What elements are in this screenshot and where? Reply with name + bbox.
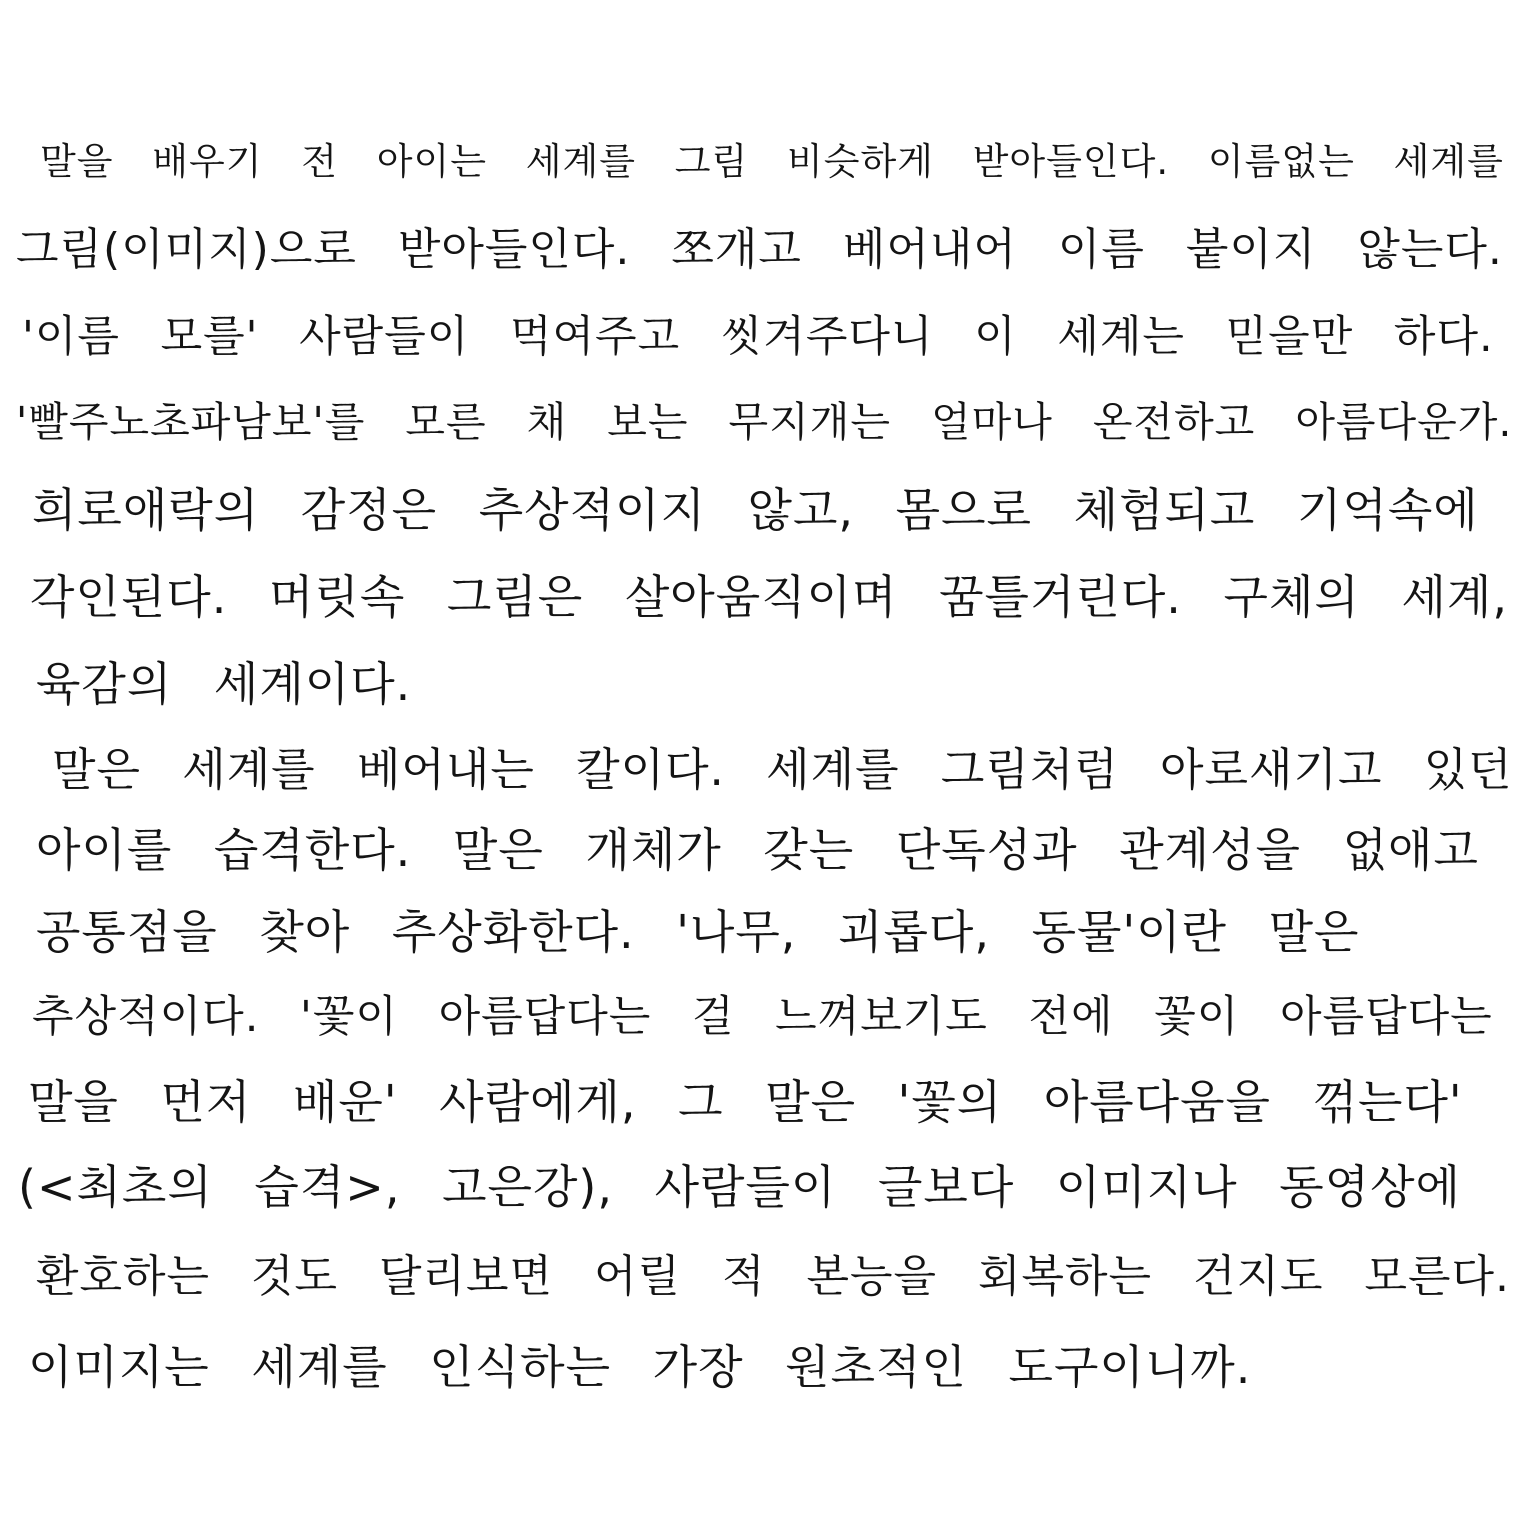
text-line: 희로애락의 감정은 추상적이지 않고, 몸으로 체험되고 기억속에 [32,483,1479,537]
text-line: 육감의 세계이다. [36,657,412,711]
text-line: 공통점을 찾아 추상화한다. '나무, 괴롭다, 동물'이란 말은 [36,905,1360,959]
text-line: 아이를 습격한다. 말은 개체가 갖는 단독성과 관계성을 없애고 [36,823,1479,877]
text-line: 말을 먼저 배운' 사람에게, 그 말은 '꽃의 아름다움을 꺾는다' [28,1075,1463,1129]
text-line: 그림(이미지)으로 받아들인다. 쪼개고 베어내어 이름 붙이지 않는다. [16,224,1503,275]
text-line: 추상적이다. '꽃이 아름답다는 걸 느껴보기도 전에 꽃이 아름답다는 [32,992,1493,1042]
text-line: 이미지는 세계를 인식하는 가장 원초적인 도구이니까. [28,1340,1252,1394]
text-line: 말은 세계를 베어내는 칼이다. 세계를 그림처럼 아로새기고 있던 [52,743,1513,796]
text-line: 각인된다. 머릿속 그림은 살아움직이며 꿈틀거린다. 구체의 세계, [30,570,1508,624]
text-line: 환호하는 것도 달리보면 어릴 적 본능을 회복하는 건지도 모른다. [36,1251,1510,1302]
text-line: '빨주노초파남보'를 모른 채 보는 무지개는 얼마나 온전하고 아름다운가. [16,398,1513,446]
text-line: 말을 배우기 전 아이는 세계를 그림 비슷하게 받아들인다. 이름없는 세계를 [40,140,1504,183]
text-line: (<최초의 습격>, 고은강), 사람들이 글보다 이미지나 동영상에 [18,1160,1461,1214]
text-line: '이름 모를' 사람들이 먹여주고 씻겨주다니 이 세계는 믿을만 하다. [22,312,1494,362]
